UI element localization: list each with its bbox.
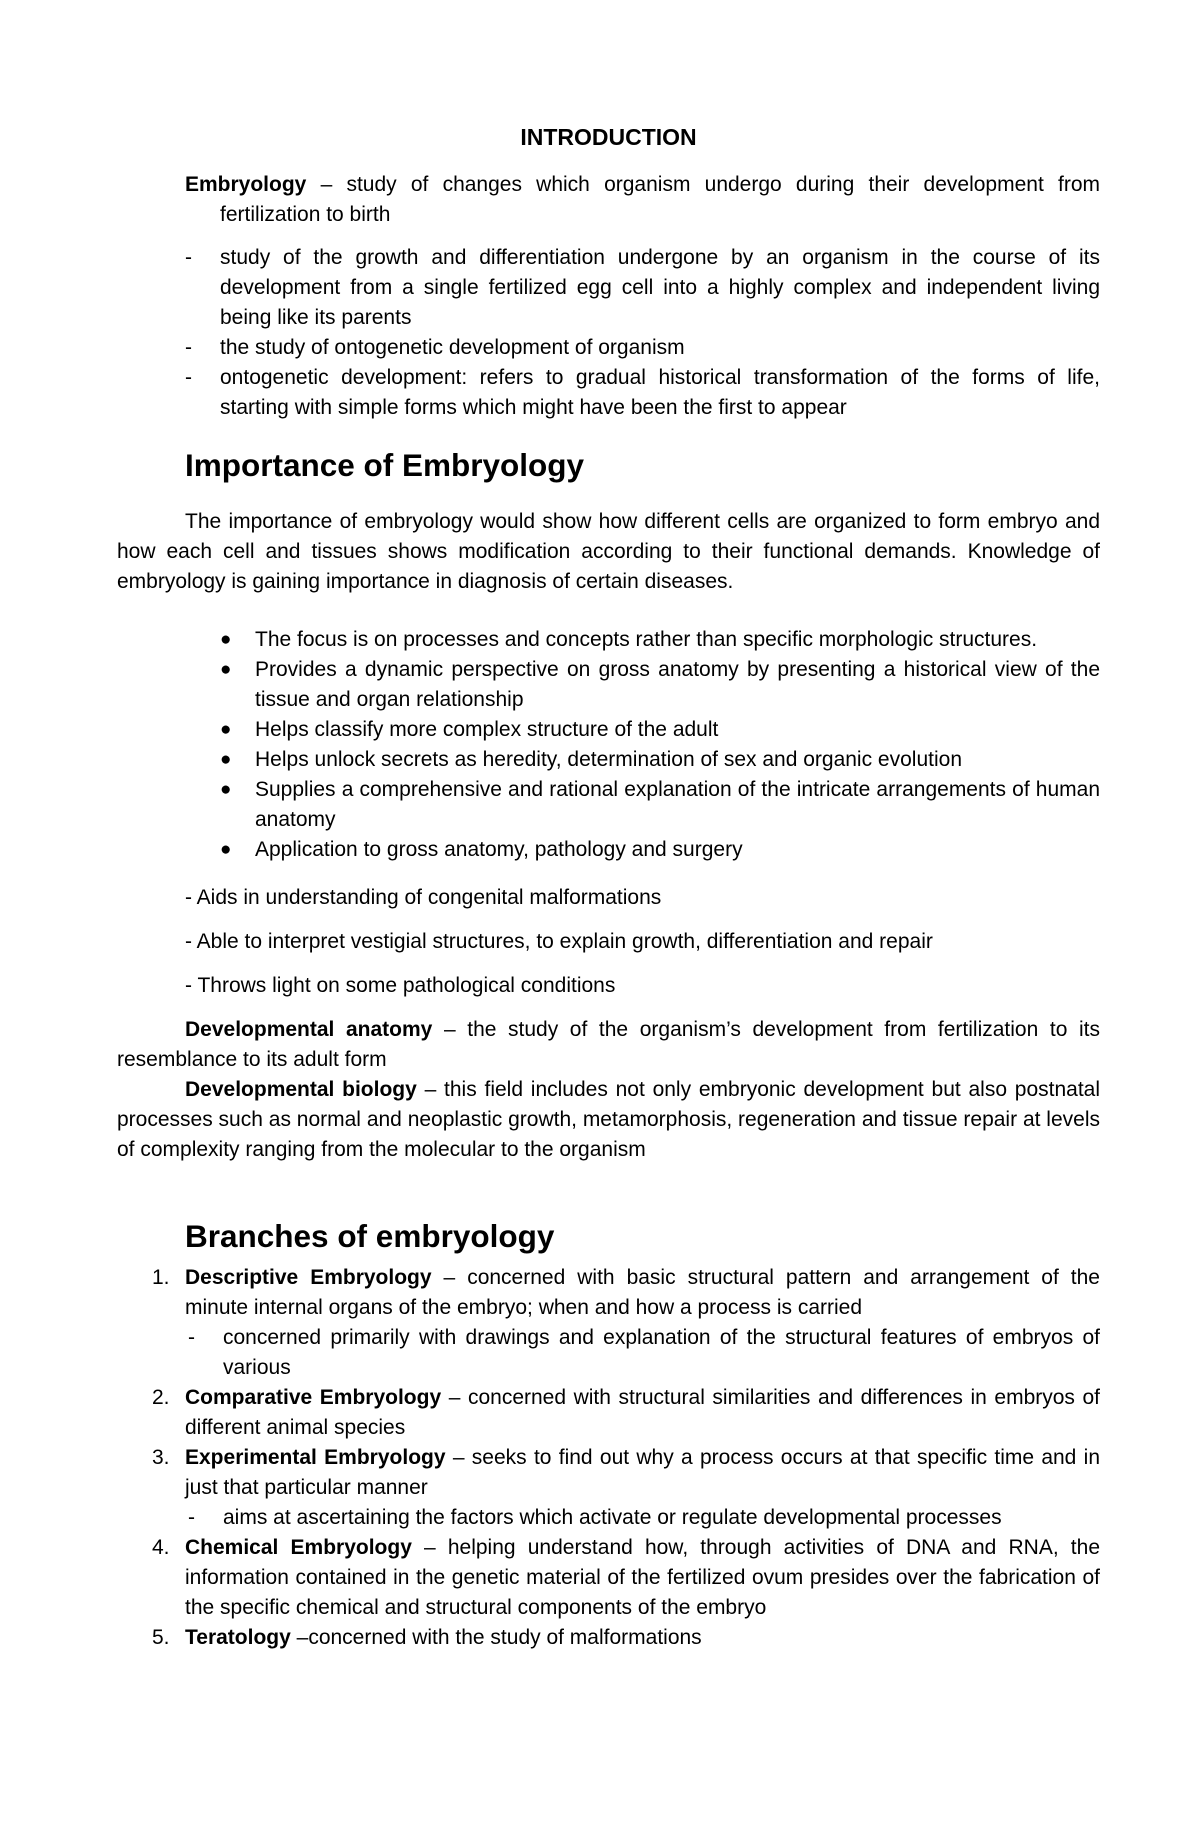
- bullet-marker: ●: [220, 629, 232, 650]
- definition-embryology: [117, 170, 1100, 230]
- list-item: [117, 1503, 1100, 1533]
- list-item: [117, 1383, 1100, 1443]
- branches-list: [117, 1263, 1100, 1653]
- list-number: 4.: [152, 1536, 170, 1559]
- list-number: 5.: [152, 1626, 170, 1649]
- list-item-text: aims at ascertaining the factors which activate or regulate developmental processes: [223, 1506, 1002, 1529]
- dash-marker: -: [185, 336, 192, 359]
- importance-paragraph: The importance of embryology would show how different cells are organized to form embryo and how each cell and tissues shows modification according to their functional demands. Knowledge of embryology is gaining importance in diagnosis of certain diseases.: [117, 510, 1100, 593]
- branch-text: – seeks to find out why a process occurs at that specific time and in just that particular manner: [185, 1446, 1100, 1499]
- dash-point-list: [117, 243, 1100, 423]
- list-item-text: the study of ontogenetic development of organism: [220, 336, 685, 359]
- list-number: 3.: [152, 1446, 170, 1469]
- list-item-text: Supplies a comprehensive and rational explanation of the intricate arrangements of human anatomy: [255, 778, 1100, 831]
- list-item: [117, 333, 1100, 363]
- definition-term: Embryology: [185, 173, 307, 196]
- dash-marker: -: [188, 1506, 195, 1529]
- dash-marker: -: [185, 246, 192, 269]
- importance-bullet-list: [117, 625, 1100, 865]
- list-item-text: ontogenetic development: refers to gradual historical transformation of the forms of life, starting with simple forms which might have been the first to appear: [220, 366, 1100, 419]
- list-item: [117, 655, 1100, 715]
- definition-term: Developmental anatomy: [185, 1018, 433, 1041]
- list-item: [117, 625, 1100, 655]
- bullet-marker: ●: [220, 719, 232, 740]
- list-item: [117, 1623, 1100, 1653]
- bullet-marker: ●: [220, 659, 232, 680]
- developmental-definitions: [117, 1015, 1100, 1165]
- bullet-marker: ●: [220, 839, 232, 860]
- list-item: [117, 1443, 1100, 1533]
- list-item-text: Helps unlock secrets as heredity, determination of sex and organic evolution: [255, 748, 962, 771]
- heading-importance: Importance of Embryology: [185, 447, 585, 483]
- note-pathological-conditions: - Throws light on some pathological conditions: [185, 974, 616, 997]
- list-item: [117, 775, 1100, 835]
- branch-text: – concerned with structural similarities and differences in embryos of different animal species: [185, 1386, 1101, 1439]
- definition-text: – study of changes which organism undergo during their development from fertilization to birth: [220, 173, 1100, 226]
- list-item: [117, 1263, 1100, 1383]
- branch-term: Comparative Embryology: [185, 1386, 442, 1409]
- sub-dash-list: [117, 1503, 1100, 1533]
- definition-text: – this field includes not only embryonic development but also postnatal processes such as normal and neoplastic growth, metamorphosis, regeneration and tissue repair at levels of complexity ranging from the molecular to the organism: [117, 1078, 1100, 1161]
- page-title: INTRODUCTION: [520, 124, 697, 150]
- branch-term: Experimental Embryology: [185, 1446, 446, 1469]
- bullet-marker: ●: [220, 749, 232, 770]
- dash-marker: -: [188, 1326, 195, 1349]
- bullet-marker: ●: [220, 779, 232, 800]
- branch-term: Chemical Embryology: [185, 1536, 412, 1559]
- list-item: [117, 745, 1100, 775]
- list-item: [117, 715, 1100, 745]
- note-congenital-malformations: - Aids in understanding of congenital malformations: [185, 886, 662, 909]
- list-item-text: Provides a dynamic perspective on gross anatomy by presenting a historical view of the tissue and organ relationship: [255, 658, 1100, 711]
- branch-text: – helping understand how, through activities of DNA and RNA, the information contained in the genetic material of the fertilized ovum presides over the fabrication of the specific chemical and structural components of the embryo: [185, 1536, 1100, 1619]
- list-item: [117, 1323, 1100, 1383]
- list-item: [117, 363, 1100, 423]
- list-item-text: Helps classify more complex structure of the adult: [255, 718, 719, 741]
- list-item-text: concerned primarily with drawings and explanation of the structural features of embryos of various: [223, 1326, 1100, 1379]
- list-item: [117, 835, 1100, 865]
- list-number: 2.: [152, 1386, 170, 1409]
- list-number: 1.: [152, 1266, 170, 1289]
- heading-branches: Branches of embryology: [185, 1218, 555, 1254]
- list-item-text: Application to gross anatomy, pathology and surgery: [255, 838, 743, 861]
- branch-term: Descriptive Embryology: [185, 1266, 432, 1289]
- branch-text: –concerned with the study of malformations: [296, 1626, 702, 1649]
- list-item-text: study of the growth and differentiation undergone by an organism in the course of its development from a single fertilized egg cell into a highly complex and independent living being like its parents: [220, 246, 1100, 329]
- list-item-text: The focus is on processes and concepts rather than specific morphologic structures.: [255, 628, 1038, 651]
- list-item: [117, 243, 1100, 333]
- dash-marker: -: [185, 366, 192, 389]
- note-vestigial-structures: - Able to interpret vestigial structures, to explain growth, differentiation and repair: [185, 930, 933, 953]
- definition-term: Developmental biology: [185, 1078, 417, 1101]
- branch-text: – concerned with basic structural pattern and arrangement of the minute internal organs of the embryo; when and how a process is carried: [185, 1266, 1100, 1319]
- definition-developmental-anatomy: [117, 1015, 1100, 1075]
- branch-term: Teratology: [185, 1626, 291, 1649]
- definition-text: – the study of the organism’s development from fertilization to its resemblance to its adult form: [117, 1018, 1100, 1071]
- list-item: [117, 1533, 1100, 1623]
- sub-dash-list: [117, 1323, 1100, 1383]
- definition-developmental-biology: [117, 1075, 1100, 1165]
